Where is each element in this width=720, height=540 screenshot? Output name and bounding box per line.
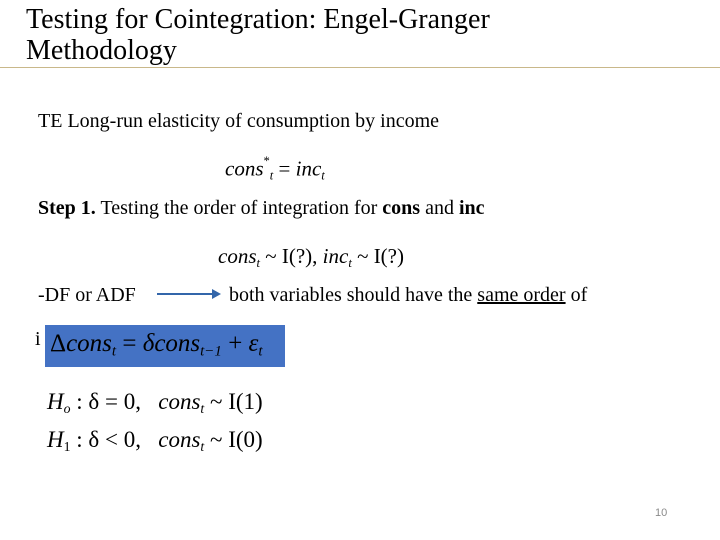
eq3-var1: cons (66, 330, 112, 357)
both-text-b: of (570, 284, 588, 306)
equation-order-integration (218, 244, 404, 271)
h0-tail: ~ I(1) (204, 389, 263, 414)
eq3-delta: Δ (50, 330, 67, 357)
step1-cons: cons (382, 197, 421, 219)
h1-var: cons (158, 427, 201, 452)
te-line (38, 109, 439, 133)
both-text-a: both variables should have the (229, 284, 473, 306)
arrow-right-icon (212, 289, 221, 299)
h0-h: H (47, 389, 64, 414)
same-order-underlined: same order (477, 284, 566, 306)
step1-and: and (425, 197, 454, 219)
equation-long-run (225, 154, 325, 183)
eq3-plus: + (221, 330, 249, 357)
eq2-sub2: t (348, 255, 352, 270)
h1-sub: 1 (63, 439, 71, 454)
eq3-equals: = (116, 330, 143, 357)
eq1-equals: = (273, 156, 296, 181)
eq1-lhs-var: cons (225, 156, 264, 181)
h1-var-sub: t (200, 439, 205, 454)
truncated-char: i (35, 328, 41, 350)
slide-title (26, 4, 686, 66)
h0-var-sub: t (200, 401, 205, 416)
eq1-rhs-sub: t (321, 168, 325, 183)
eq3-sub2: t−1 (200, 343, 222, 360)
eq1-lhs-sup: * (263, 154, 270, 168)
page-number: 10 (655, 507, 668, 519)
step1-label: Step 1. (38, 197, 96, 219)
eq3-sub1: t (111, 343, 117, 360)
equation-df-regression (50, 330, 263, 360)
arrow-shaft (157, 293, 215, 295)
both-variables-text (229, 283, 587, 307)
eq2-var1: cons (218, 244, 257, 268)
eq2-mid1: ~ I(?), (260, 244, 323, 268)
eq3-var2: cons (154, 330, 201, 357)
step1-inc: inc (458, 197, 485, 219)
hypothesis-alternative (47, 427, 263, 455)
step1-text: Testing the order of integration for (100, 197, 378, 219)
eq3-sub3: t (258, 343, 263, 360)
h0-sub: o (63, 401, 71, 416)
eq1-rhs-var: inc (295, 156, 322, 181)
h0-var: cons (158, 389, 201, 414)
df-adf-label: -DF or ADF (38, 284, 136, 306)
te-label: TE (38, 110, 63, 132)
eq2-var2: inc (322, 244, 349, 268)
h1-tail: ~ I(0) (204, 427, 263, 452)
eq3-coef: δ (142, 330, 155, 357)
title-line-1: Testing for Cointegration: Engel-Granger (26, 4, 490, 35)
title-divider (0, 67, 720, 68)
te-text: Long-run elasticity of consumption by income (67, 110, 440, 132)
step1-line (38, 196, 485, 220)
eq2-sub1: t (256, 255, 260, 270)
h1-rest: : δ < 0, (70, 427, 159, 452)
eq3-eps: ε (248, 330, 259, 357)
h1-h: H (47, 427, 64, 452)
eq1-lhs-sub: t (269, 168, 274, 183)
eq2-mid2: ~ I(?) (351, 244, 404, 268)
hypothesis-null (47, 389, 263, 417)
h0-rest: : δ = 0, (70, 389, 159, 414)
title-line-2: Methodology (26, 35, 177, 66)
